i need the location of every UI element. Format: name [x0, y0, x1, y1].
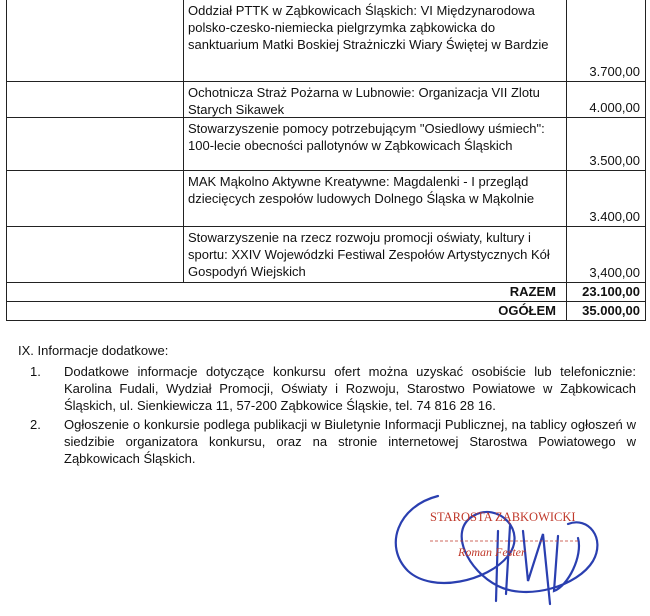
project-cell: Ochotnicza Straż Pożarna w Lubnowie: Organizacja VII Zlotu Starych Sikawek: [184, 82, 567, 117]
project-cell: Oddział PTTK w Ząbkowicach Śląskich: VI Międzynarodowa polsko-czesko-niemiecka pielgrzymka ząbkowicka do sanktuarium Matki Boskiej Strażniczki Wiary Świętej w Bardzie: [184, 0, 567, 81]
empty-cell: [7, 118, 184, 170]
empty-cell: [7, 0, 184, 81]
table-row: [6, 227, 646, 283]
section-heading: IX. Informacje dodatkowe:: [18, 343, 169, 358]
ogolem-row: [6, 302, 646, 321]
table-row: [6, 82, 646, 118]
razem-row: [6, 283, 646, 302]
table-row: [6, 118, 646, 171]
table-row: [6, 171, 646, 227]
ogolem-label: OGÓŁEM: [7, 302, 567, 320]
empty-cell: [7, 171, 184, 226]
amount-cell: 3.700,00: [589, 64, 640, 79]
list-text: Ogłoszenie o konkursie podlega publikacji w Biuletynie Informacji Publicznej, na tablicy ogłoszeń w siedzibie organizatora konkursu, oraz na stronie internetowej Starostwa Powiatowego w Ząbkowicach Śląskich.: [64, 417, 636, 466]
amount-cell: 3,400,00: [589, 265, 640, 280]
list-text: Dodatkowe informacje dotyczące konkursu ofert można uzyskać osobiście lub telefonicznie: Karolina Fudali, Wydział Promocji, Oświaty i Rozwoju, Starostwo Powiatowe w Ząbkowicach Śląskich, ul. Sienkiewicza 11, 57-200 Ząbkowice Śląskie, tel. 74 816 28 16.: [64, 364, 636, 413]
ogolem-value: 35.000,00: [582, 303, 640, 318]
razem-value: 23.100,00: [582, 284, 640, 299]
info-list: [30, 363, 636, 467]
razem-label: RAZEM: [7, 283, 567, 301]
amount-cell: 3.500,00: [589, 153, 640, 168]
empty-cell: [7, 82, 184, 117]
empty-cell: [7, 227, 184, 282]
table-row: [6, 0, 646, 82]
list-item: [30, 363, 636, 414]
project-cell: Stowarzyszenie na rzecz rozwoju promocji oświaty, kultury i sportu: XXIV Wojewódzki Festiwal Zespołów Artystycznych Kół Gospodyń Wiejskich: [184, 227, 567, 282]
project-cell: MAK Mąkolno Aktywne Kreatywne: Magdalenki - I przegląd dziecięcych zespołów ludowych Dolnego Śląska w Mąkolnie: [184, 171, 567, 226]
grants-table: [6, 0, 646, 321]
stamp-title: STAROSTA ZĄBKOWICKI: [430, 510, 576, 524]
list-item: [30, 416, 636, 467]
amount-cell: 3.400,00: [589, 209, 640, 224]
signature-stamp: [378, 476, 640, 610]
list-number: 2.: [30, 417, 41, 432]
amount-cell: 4.000,00: [589, 100, 640, 115]
stamp-name: Roman Fester: [458, 545, 526, 559]
project-cell: Stowarzyszenie pomocy potrzebującym "Osiedlowy uśmiech": 100-lecie obecności pallotynów w Ząbkowicach Śląskich: [184, 118, 567, 170]
list-number: 1.: [30, 364, 41, 379]
